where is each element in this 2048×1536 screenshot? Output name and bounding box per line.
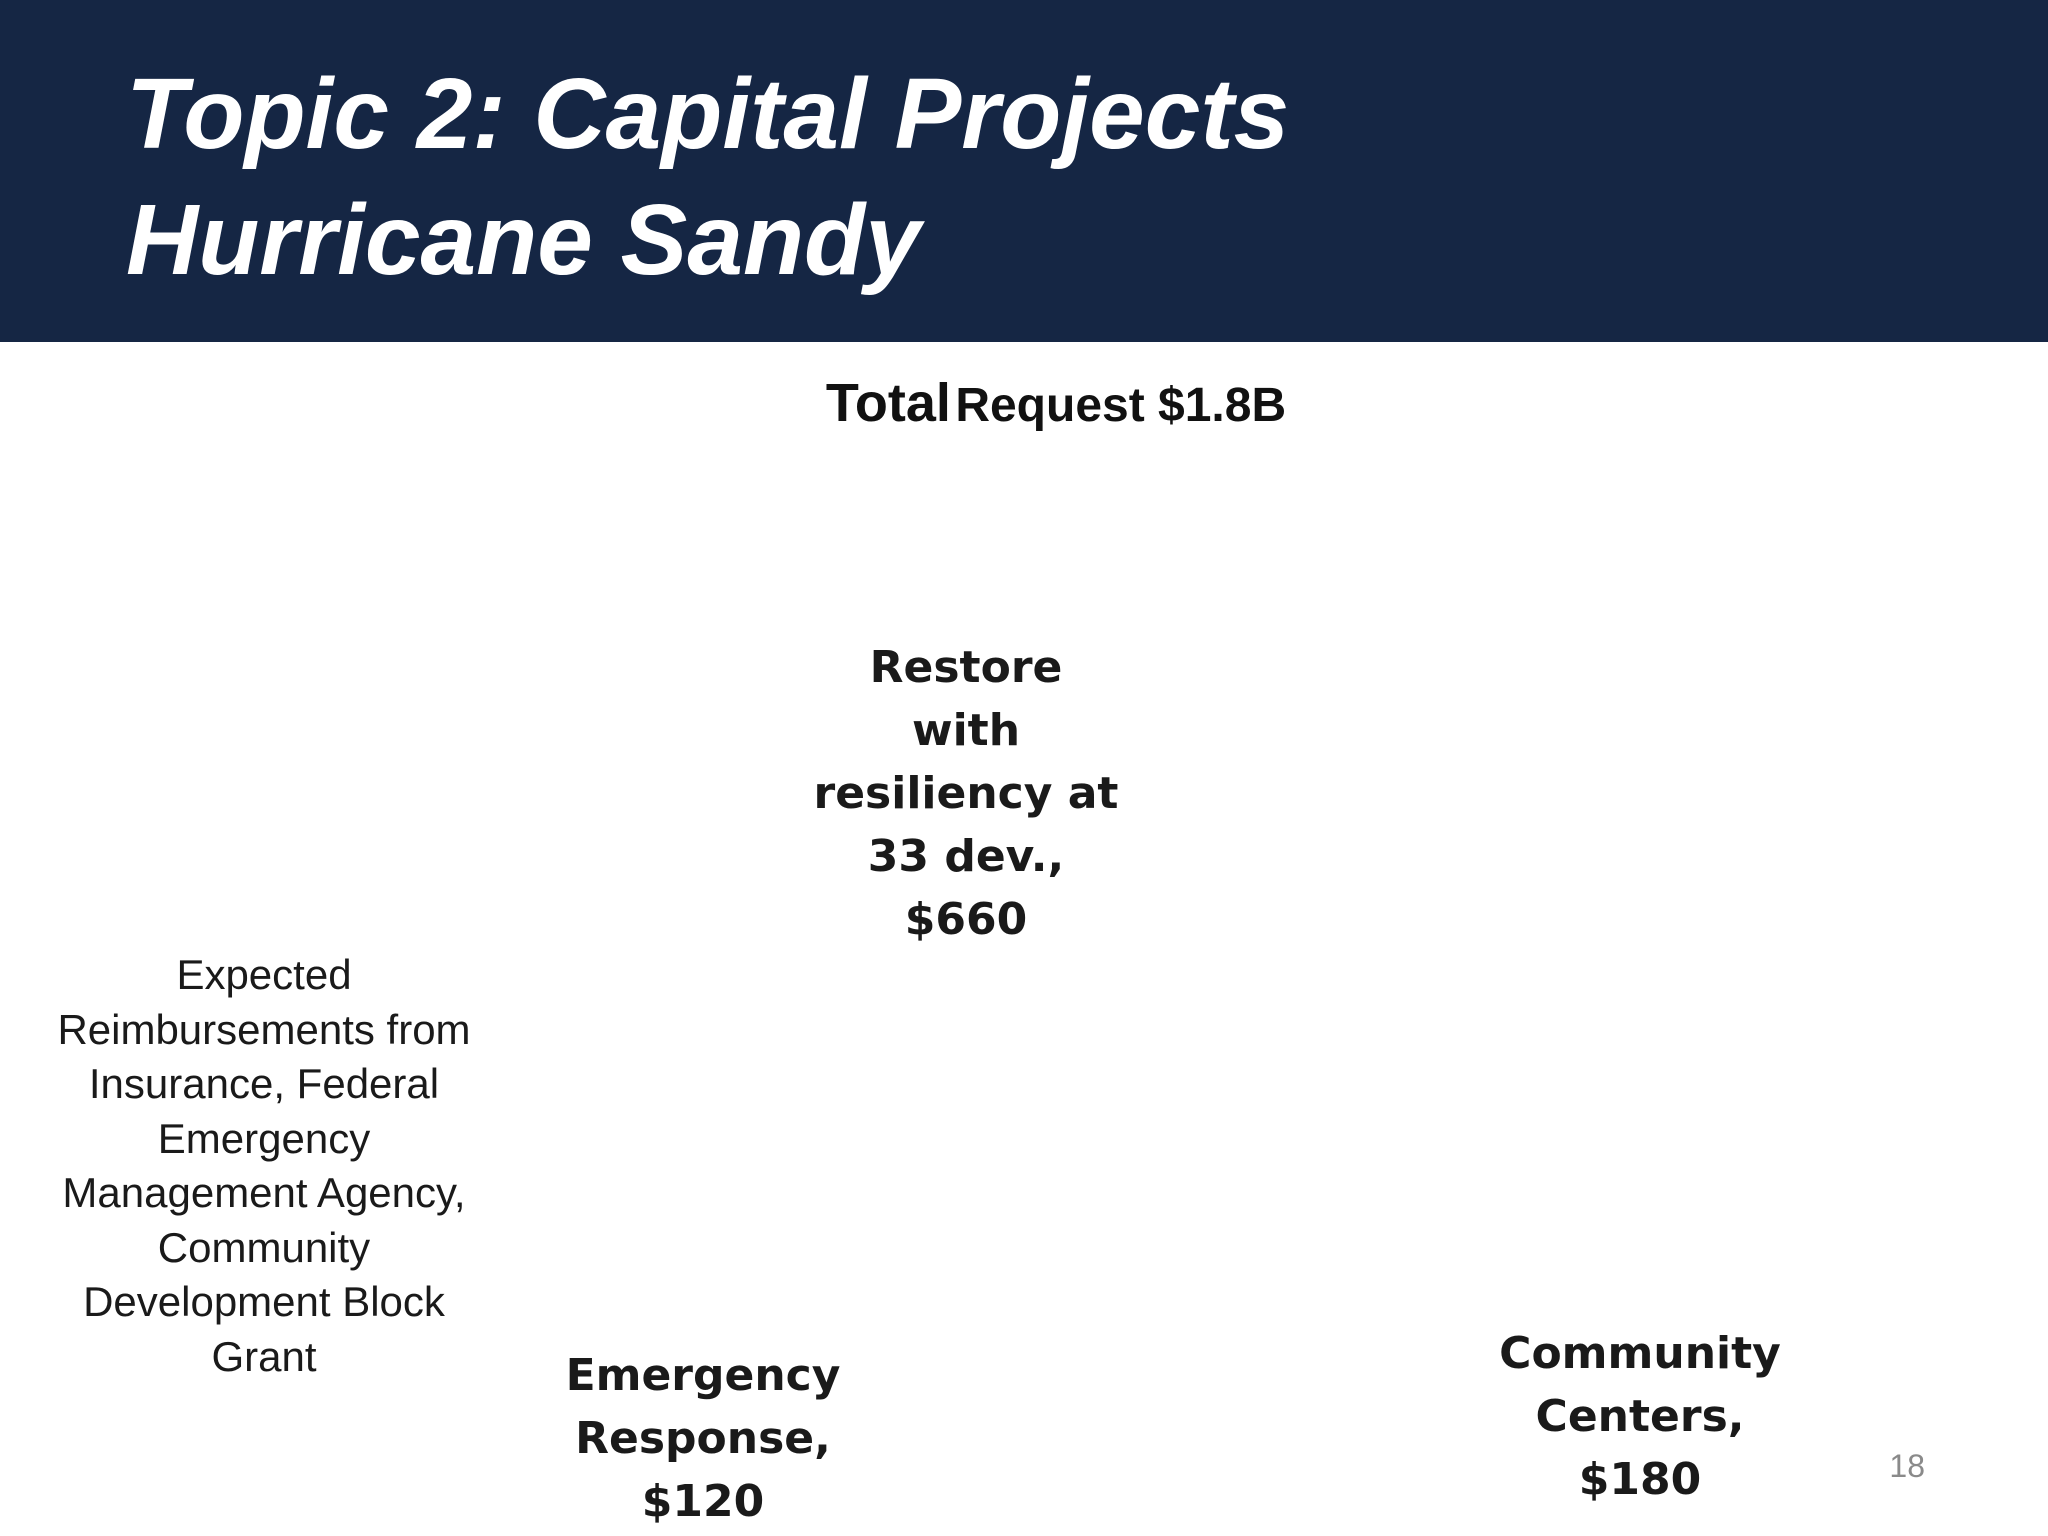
- slice-label-line: $660: [904, 894, 1028, 945]
- slice-label-line: Restore: [869, 642, 1063, 693]
- slice-label-line: resiliency at: [813, 768, 1119, 819]
- slice-label-line: 33 dev.,: [867, 831, 1065, 882]
- chart-title-rest: Request $1.8B: [955, 379, 1287, 432]
- slice-label-line: Expected: [176, 951, 352, 998]
- slice-label-line: Management Agency,: [62, 1169, 466, 1216]
- slice-label-emergency-response: [543, 1344, 863, 1533]
- slice-label-line: Centers,: [1535, 1391, 1745, 1442]
- slice-label-line: $180: [1578, 1454, 1702, 1505]
- slice-label-line: Community: [157, 1223, 371, 1271]
- slide-subtitle: Hurricane Sandy: [126, 184, 921, 296]
- slice-label-line: Insurance, Federal: [88, 1060, 440, 1107]
- chart-title-prefix: Total: [825, 373, 951, 433]
- slice-label-line: Response,: [575, 1413, 831, 1464]
- slice-label-expected-reimbursements: [24, 948, 504, 1384]
- slice-label-line: Emergency: [565, 1350, 841, 1401]
- slice-label-line: Emergency: [157, 1114, 371, 1162]
- title-banner: [0, 0, 2048, 342]
- slice-label-community-centers: [1470, 1322, 1810, 1511]
- slice-label-line: Development Block: [83, 1278, 445, 1325]
- slice-label-restore: [796, 636, 1136, 951]
- slice-label-line: with: [911, 705, 1021, 756]
- chart-title: [500, 374, 1612, 433]
- page-number: 18: [1889, 1448, 1925, 1484]
- slice-label-line: $120: [641, 1476, 765, 1527]
- slide-title: Topic 2: Capital Projects: [126, 58, 1290, 170]
- slice-label-line: Reimbursements from: [57, 1005, 471, 1053]
- slice-label-line: Grant: [211, 1332, 317, 1380]
- slice-label-line: Community: [1499, 1328, 1781, 1379]
